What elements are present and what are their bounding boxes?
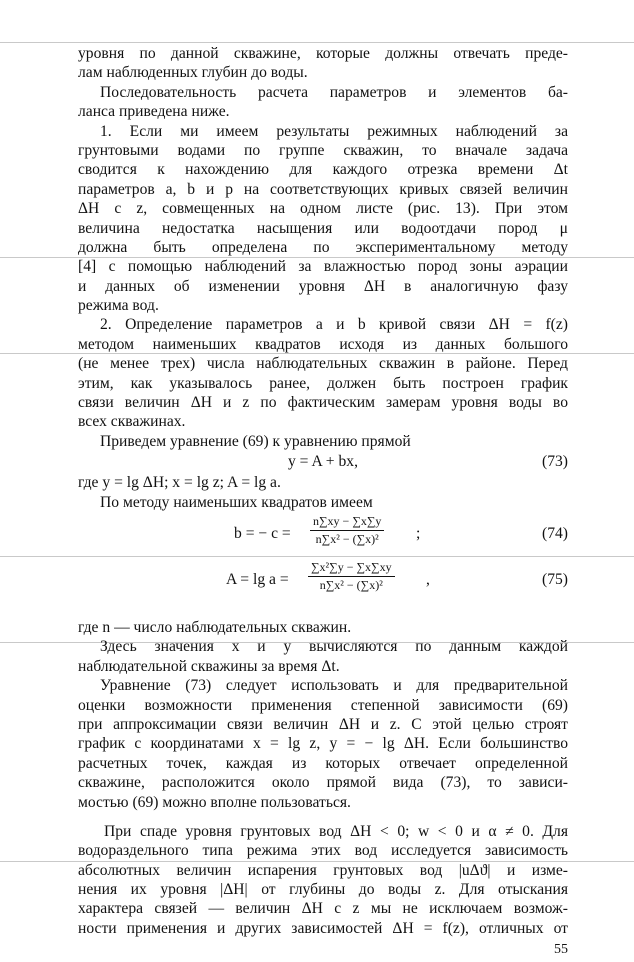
text-line: режима вод. — [78, 297, 159, 315]
text-line: абсолютных величин испарения грунтовых вод |uΔϑ| и изме- — [78, 861, 568, 879]
text-line: при аппроксимации связи величин ΔH и z. С этой целью строят — [78, 715, 568, 733]
equation-lhs: A = lg a = — [226, 570, 289, 588]
equation-73 — [78, 451, 568, 473]
text-line: грунтовыми водами по группе скважин, то вначале задача — [78, 141, 568, 159]
text-line: ности применения и других зависимостей ΔH = f(z), отличных от — [78, 919, 568, 937]
text-line: [4] с помощью наблюдений за влажностью пород зоны аэрации — [78, 258, 568, 276]
text-line: график с координатами x = lg z, y = − lg ΔH. Если большинство — [78, 735, 568, 753]
equation-body: y = A + bx, — [287, 453, 358, 471]
text-line: Последовательность расчета параметров и элементов ба- — [100, 83, 568, 101]
text-line: где n — число наблюдательных скважин. — [78, 618, 352, 636]
text-line: характера связей — величин ΔH с z мы не исключаем возмож- — [78, 900, 568, 918]
text-line: расчетных точек, каждая из которых отвечает определенной — [78, 754, 568, 772]
text-line: уровня по данной скважине, которые должны отвечать преде- — [78, 45, 568, 62]
text-line: где y = lg ΔH; x = lg z; A = lg a. — [78, 474, 281, 492]
text-line: 1. Если ми имеем результаты режимных наблюдений за — [100, 122, 568, 140]
equation-punct: , — [426, 570, 430, 588]
equation-lhs: b = − c = — [234, 524, 291, 542]
equation-number: (74) — [542, 524, 568, 542]
text-line: Уравнение (73) следует использовать и для предварительной — [100, 677, 568, 695]
text-line: мостью (69) можно вполне пользоваться. — [78, 793, 351, 811]
fraction — [310, 514, 384, 547]
text-line: (не менее трех) числа наблюдательных скважин в районе. Перед — [78, 355, 568, 373]
text-line: методом наименьших квадратов исходя из данных большого — [78, 335, 568, 353]
equation-number: (75) — [542, 570, 568, 588]
text-line: Приведем уравнение (69) к уравнению прямой — [100, 432, 411, 450]
text-line: ланса приведена ниже. — [78, 103, 230, 121]
page-number: 55 — [554, 942, 568, 958]
text-line: скважине, расположится около прямой вида (73), то зависи- — [78, 774, 568, 792]
fraction — [308, 560, 395, 593]
equation-75 — [78, 558, 568, 604]
text-line: По методу наименьших квадратов имеем — [100, 493, 373, 511]
fraction-numerator: n∑xy − ∑x∑y — [310, 514, 384, 531]
text-line: величина недостатка насыщения или водоотдачи пород μ — [78, 219, 568, 237]
text-line: ΔH с z, совмещенных на одном листе (рис. 13). При этом — [78, 200, 568, 218]
text-line: этим, как указывалось ранее, должен быть построен график — [78, 374, 568, 392]
text-line: Здесь значения x и y вычисляются по данным каждой — [100, 638, 568, 656]
fraction-numerator: ∑x²∑y − ∑x∑xy — [308, 560, 395, 577]
equation-74 — [78, 512, 568, 558]
text-line: и данных об изменении уровня ΔH в аналогичную фазу — [78, 277, 568, 295]
equation-number: (73) — [542, 453, 568, 471]
text-line: нения их уровня |ΔH| от глубины до воды z. Для отыскания — [78, 881, 568, 899]
text-line: сводится к нахождению для каждого отрезка времени Δt — [78, 161, 568, 179]
text-line: наблюдательной скважины за время Δt. — [78, 657, 340, 675]
text-line: водораздельного типа режима этих вод исследуется зависимость — [78, 842, 568, 860]
text-line: связи величин ΔH и z по фактическим замерам уровня воды во — [78, 394, 568, 412]
scan-rule-line — [0, 42, 634, 43]
document-page — [78, 44, 568, 962]
fraction-denominator: n∑x² − (∑x)² — [319, 577, 383, 592]
text-line: оценки возможности применения степенной зависимости (69) — [78, 696, 568, 714]
text-line: всех скважинах. — [78, 413, 186, 431]
fraction-denominator: n∑x² − (∑x)² — [315, 531, 379, 546]
text-line: параметров a, b и p на соответствующих кривых связей величин — [78, 180, 568, 198]
equation-punct: ; — [416, 524, 421, 542]
text-line: При спаде уровня грунтовых вод ΔH < 0; w < 0 и α ≠ 0. Для — [104, 822, 568, 840]
text-line: должна быть определена по экспериментальному методу — [78, 238, 568, 256]
text-line: лам наблюденных глубин до воды. — [78, 64, 308, 82]
text-line: 2. Определение параметров a и b кривой связи ΔH = f(z) — [100, 316, 568, 334]
